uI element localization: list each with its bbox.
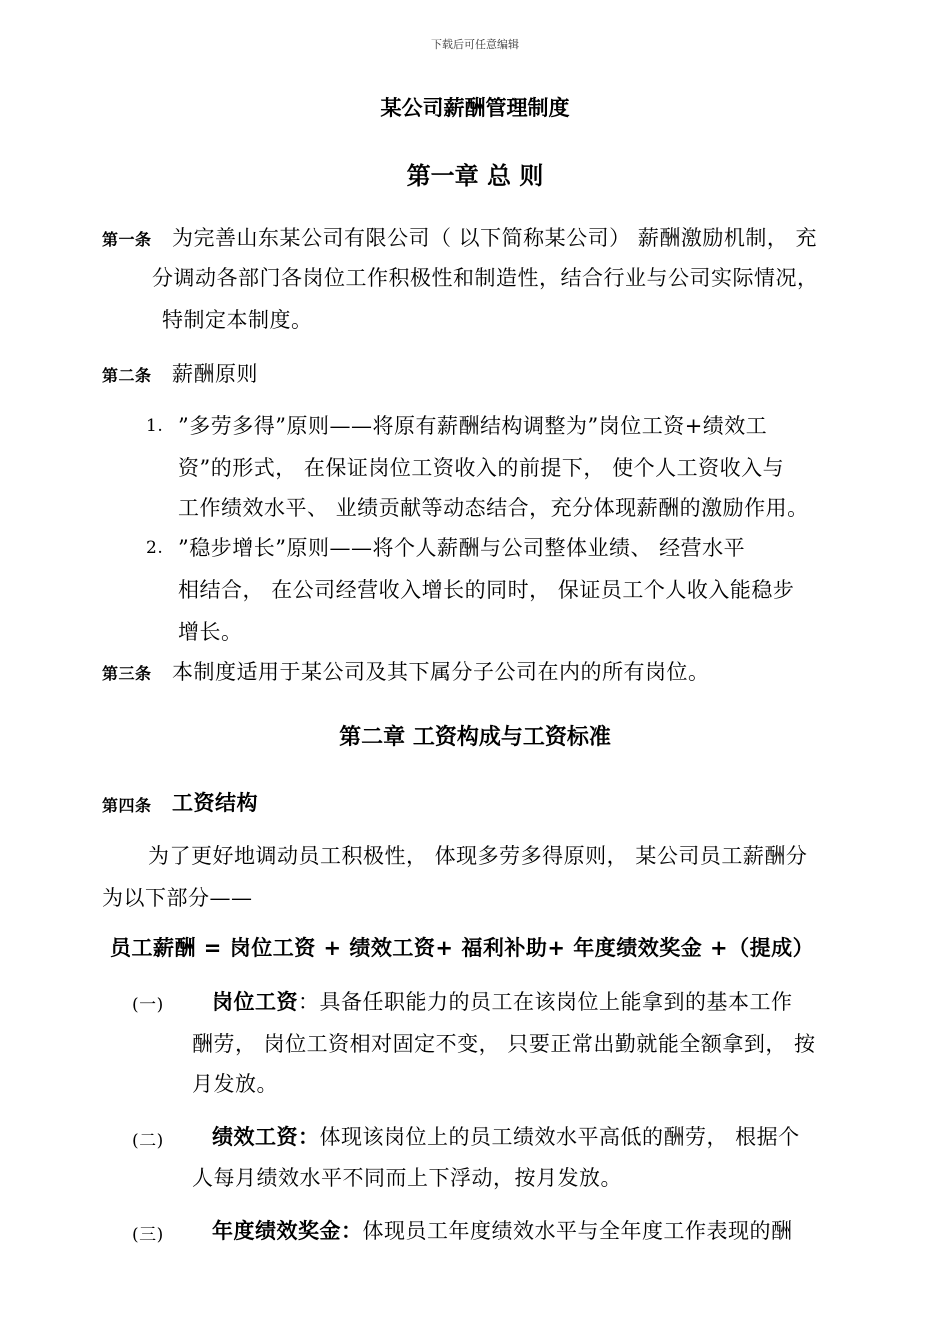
chapter-1-title: 第一章 总 则 xyxy=(406,162,544,190)
article-3-text: 本制度适用于某公司及其下属分子公司在内的所有岗位。 xyxy=(172,660,710,684)
article-4 xyxy=(102,792,152,816)
article-4-label: 第四条 xyxy=(102,796,152,815)
article-3-label: 第三条 xyxy=(102,664,152,683)
principle-1-number: 1. xyxy=(146,416,164,436)
article-1 xyxy=(102,226,152,250)
item-2-line-1 xyxy=(212,1121,800,1151)
item-1-line-2: 酬劳， 岗位工资相对固定不变， 只要正常出勤就能全额拿到， 按 xyxy=(192,1032,816,1056)
principle-2-line-2: 相结合， 在公司经营收入增长的同时， 保证员工个人收入能稳步 xyxy=(178,578,795,602)
principle-2-line-3: 增长。 xyxy=(178,620,243,644)
item-3-text: 体现员工年度绩效水平与全年度工作表现的酬 xyxy=(362,1219,793,1243)
article-2 xyxy=(102,362,152,386)
item-1-text: ：具备任职能力的员工在该岗位上能拿到的基本工作 xyxy=(298,990,793,1014)
article-4-heading: 工资结构 xyxy=(172,791,258,815)
item-2-term: 绩效工资： xyxy=(212,1125,320,1149)
item-1-line-1 xyxy=(212,986,793,1016)
item-2-line-2: 人每月绩效水平不同而上下浮动，按月发放。 xyxy=(192,1166,622,1190)
item-1-term: 岗位工资 xyxy=(212,990,298,1014)
article-2-label: 第二条 xyxy=(102,366,152,385)
principle-2-number: 2. xyxy=(146,538,164,558)
principle-2-line-1: ”稳步增长”原则——将个人薪酬与公司整体业绩、 经营水平 xyxy=(178,536,746,560)
article-1-line-1: 为完善山东某公司有限公司（ 以下简称某公司） 薪酬激励机制， 充 xyxy=(172,226,818,250)
item-3-term: 年度绩效奖金： xyxy=(212,1219,363,1243)
item-2-number: (二) xyxy=(132,1131,164,1151)
chapter-2-title: 第二章 工资构成与工资标准 xyxy=(339,725,611,750)
article-1-line-2: 分调动各部门各岗位工作积极性和制造性，结合行业与公司实际情况， xyxy=(152,266,819,290)
article-4-intro-line-2: 为以下部分—— xyxy=(102,886,253,910)
item-2-text: 体现该岗位上的员工绩效水平高低的酬劳， 根据个 xyxy=(319,1125,800,1149)
principle-1-line-3: 工作绩效水平、 业绩贡献等动态结合，充分体现薪酬的激励作用。 xyxy=(178,496,809,520)
principle-1-line-1: ”多劳多得”原则——将原有薪酬结构调整为”岗位工资+绩效工 xyxy=(178,414,768,438)
principle-1-line-2: 资”的形式， 在保证岗位工资收入的前提下， 使个人工资收入与 xyxy=(178,456,785,480)
article-1-label: 第一条 xyxy=(102,230,152,249)
article-2-text: 薪酬原则 xyxy=(172,362,258,386)
item-3-number: (三) xyxy=(132,1225,164,1245)
salary-formula: 员工薪酬 = 岗位工资 + 绩效工资+ 福利补助+ 年度绩效奖金 +（提成） xyxy=(110,936,815,960)
article-1-line-3: 特制定本制度。 xyxy=(162,308,313,332)
item-3-line-1 xyxy=(212,1215,793,1245)
item-1-number: (一) xyxy=(132,995,164,1015)
article-4-intro-line-1: 为了更好地调动员工积极性， 体现多劳多得原则， 某公司员工薪酬分 xyxy=(148,844,808,868)
document-title: 某公司薪酬管理制度 xyxy=(380,96,570,120)
article-3 xyxy=(102,660,152,684)
item-1-line-3: 月发放。 xyxy=(192,1072,278,1096)
page-header-note: 下载后可任意编辑 xyxy=(431,38,519,51)
